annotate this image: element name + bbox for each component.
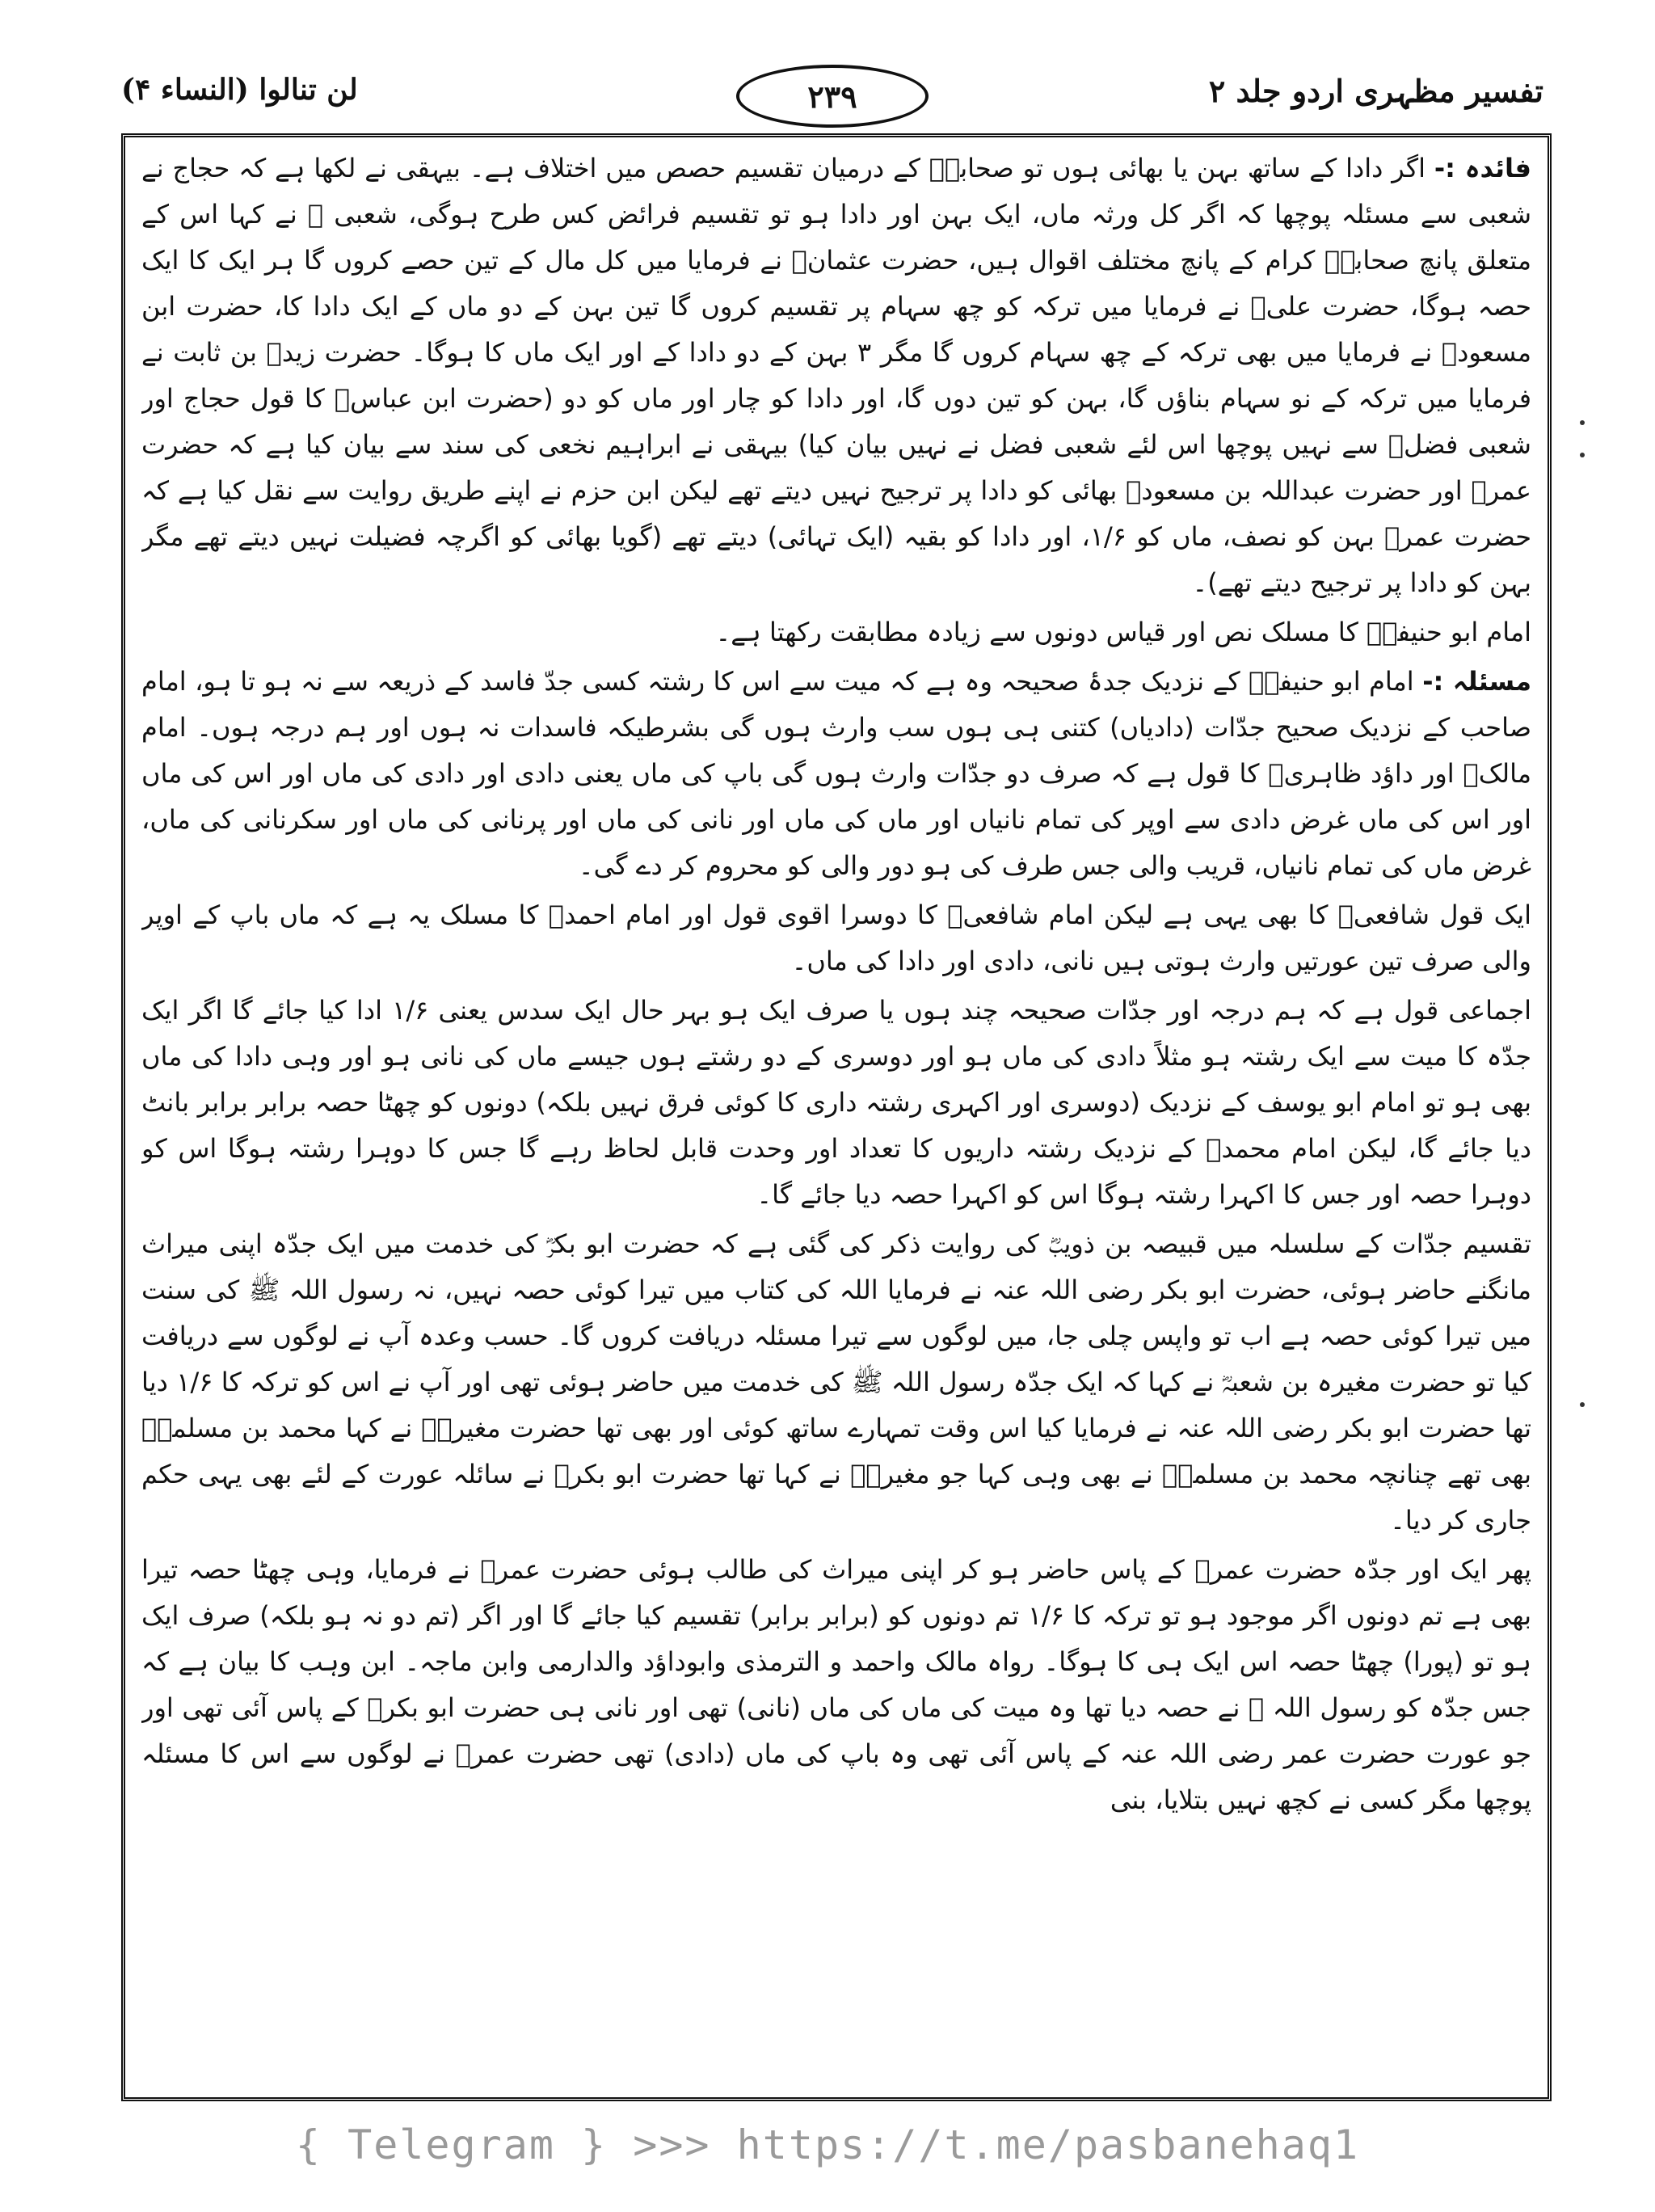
paragraph-ijmai xyxy=(141,988,1531,1218)
paragraph-fayda xyxy=(141,145,1531,606)
paragraph-lead: مسئلہ :- xyxy=(1422,666,1531,697)
paragraph-umar xyxy=(141,1547,1531,1823)
paragraph-masala xyxy=(141,659,1531,889)
page-number: ۲۳۹ xyxy=(736,65,929,128)
page-header xyxy=(121,65,1543,129)
telegram-watermark: { Telegram } >>> https://t.me/pasbanehaq1 xyxy=(295,2121,1360,2168)
page-body xyxy=(141,145,1531,2093)
paragraph-text: اگر دادا کے ساتھ بہن یا بھائی ہوں تو صحابہؓ کے درمیان تقسیم حصص میں اختلاف ہے۔ بیہقی نے لکھا ہے کہ حجاج نے شعبی سے مسئلہ پوچھا کہ اگر کل ورثہ ماں، ایک بہن اور دادا ہو تو تقسیم فرائض کس طرح ہوگی، شعبی ؒ نے کہا اس کے متعلق پانچ صحابہؓ کرام کے پانچ مختلف اقوال ہیں، حضرت عثمانؓ نے فرمایا میں کل مال کے تین حصے کروں گا ہر ایک کا ایک حصہ ہوگا، حضرت علیؓ نے فرمایا میں ترکہ کو چھ سہام پر تقسیم کروں گا تین بہن کے دو ماں کے ایک دادا کا، حضرت ابن مسعودؓ نے فرمایا میں بھی ترکہ کے چھ سہام کروں گا مگر ۳ بہن کے دو دادا کے اور ایک ماں کا ہوگا۔ حضرت زیدؓ بن ثابت نے فرمایا میں ترکہ کے نو سہام بناؤں گا، بہن کو تین دوں گا، اور دادا کو چار اور ماں کو دو (حضرت ابن عباسؓ کا قول حجاج اور شعبی فضلؒ سے نہیں پوچھا اس لئے شعبی فضل نے نہیں بیان کیا) بیہقی نے ابراہیم نخعی کی سند سے بیان کیا ہے کہ حضرت عمرؓ اور حضرت عبداللہ بن مسعودؓ بھائی کو دادا پر ترجیح نہیں دیتے تھے لیکن ابن حزم نے اپنے طریق روایت سے نقل کیا ہے کہ حضرت عمرؓ بہن کو نصف، ماں کو ۱/۶، اور دادا کو بقیہ (ایک تہائی) دیتے تھے (گویا بھائی کو اگرچہ فضیلت نہیں دیتے تھے مگر بہن کو دادا پر ترجیح دیتے تھے)۔ xyxy=(141,153,1531,598)
paragraph-shafii xyxy=(141,892,1531,984)
margin-dot xyxy=(1580,1402,1585,1407)
paragraph-abu-hanifa xyxy=(141,609,1531,655)
book-title: تفسیر مظہری اردو جلد ۲ xyxy=(1208,73,1543,109)
paragraph-text: ایک قول شافعیؒ کا بھی یہی ہے لیکن امام شافعیؒ کا دوسرا اقوی قول اور امام احمدؒ کا مسلک یہ ہے کہ ماں باپ کے اوپر والی صرف تین عورتیں وارث ہوتی ہیں نانی، دادی اور دادا کی ماں۔ xyxy=(141,900,1531,976)
paragraph-text: تقسیم جدّات کے سلسلہ میں قبیصہ بن ذویبؓ کی روایت ذکر کی گئی ہے کہ حضرت ابو بکرؓ کی خدمت میں ایک جدّہ اپنی میراث مانگنے حاضر ہوئی، حضرت ابو بکر رضی اللہ عنہ نے فرمایا اللہ کی کتاب میں تیرا کوئی حصہ نہیں، نہ رسول اللہ ﷺ کی سنت میں تیرا کوئی حصہ ہے اب تو واپس چلی جا، میں لوگوں سے تیرا مسئلہ دریافت کروں گا۔ حسب وعدہ آپ نے لوگوں سے دریافت کیا تو حضرت مغیرہ بن شعبہؓ نے کہا کہ ایک جدّہ رسول اللہ ﷺ کی خدمت میں حاضر ہوئی تھی اور آپ نے اس کو ترکہ کا ۱/۶ دیا تھا حضرت ابو بکر رضی اللہ عنہ نے فرمایا کیا اس وقت تمہارے ساتھ کوئی اور بھی تھا حضرت مغیرہؓ نے کہا محمد بن مسلمہؓ بھی تھے چنانچہ محمد بن مسلمہؓ نے بھی وہی کہا جو مغیرہؓ نے کہا تھا حضرت ابو بکرؓ نے سائلہ عورت کے لئے بھی یہی حکم جاری کر دیا۔ xyxy=(141,1228,1531,1536)
paragraph-lead: فائدہ :- xyxy=(1434,153,1531,183)
margin-dot xyxy=(1580,453,1585,457)
paragraph-qabisa xyxy=(141,1221,1531,1544)
margin-dot xyxy=(1580,420,1585,425)
paragraph-text: امام ابو حنیفہؒ کا مسلک نص اور قیاس دونوں سے زیادہ مطابقت رکھتا ہے۔ xyxy=(715,617,1531,647)
paragraph-text: اجماعی قول ہے کہ ہم درجہ اور جدّات صحیحہ چند ہوں یا صرف ایک ہو بہر حال ایک سدس یعنی ۱/۶ ادا کیا جائے گا اگر ایک جدّہ کا میت سے ایک رشتہ ہو مثلاً دادی کی ماں ہو اور دوسری کے دو رشتے ہوں جیسے ماں کی نانی ہو اور وہی دادا کی ماں بھی ہو تو امام ابو یوسف کے نزدیک (دوسری اور اکہری رشتہ داری کا کوئی فرق نہیں بلکہ) دونوں کو چھٹا حصہ برابر برابر بانٹ دیا جائے گا، لیکن امام محمدؒ کے نزدیک رشتہ داریوں کا تعداد اور وحدت قابل لحاظ رہے گا جس کا دوہرا رشتہ ہوگا اس کو دوہرا حصہ اور جس کا اکہرا رشتہ ہوگا اس کو اکہرا حصہ دیا جائے گا۔ xyxy=(141,995,1531,1210)
paragraph-text: پھر ایک اور جدّہ حضرت عمرؓ کے پاس حاضر ہو کر اپنی میراث کی طالب ہوئی حضرت عمرؓ نے فرمایا، وہی چھٹا حصہ تیرا بھی ہے تم دونوں اگر موجود ہو تو ترکہ کا ۱/۶ تم دونوں کو (برابر برابر) تقسیم کیا جائے گا اور اگر (تم دو نہ ہو بلکہ) صرف ایک ہو تو (پورا) چھٹا حصہ اس ایک ہی کا ہوگا۔ رواہ مالک واحمد و الترمذی وابوداؤد والدارمی وابن ماجہ۔ ابن وہب کا بیان ہے کہ جس جدّہ کو رسول اللہ ﷺ نے حصہ دیا تھا وہ میت کی ماں کی ماں (نانی) تھی اور نانی ہی حضرت ابو بکرؓ کے پاس آئی تھی اور جو عورت حضرت عمر رضی اللہ عنہ کے پاس آئی تھی وہ باپ کی ماں (دادی) تھی حضرت عمرؓ نے لوگوں سے اس کا مسئلہ پوچھا مگر کسی نے کچھ نہیں بتلایا، بنی xyxy=(141,1554,1531,1815)
paragraph-text: امام ابو حنیفہؒ کے نزدیک جدۂ صحیحہ وہ ہے کہ میت سے اس کا رشتہ کسی جدّ فاسد کے ذریعہ سے نہ ہو تا ہو، امام صاحب کے نزدیک صحیح جدّات (دادیاں) کتنی ہی ہوں سب وارث ہوں گی بشرطیکہ فاسدات نہ ہوں اور ہم درجہ ہوں۔ امام مالکؒ اور داؤد ظاہریؒ کا قول ہے کہ صرف دو جدّات وارث ہوں گی باپ کی ماں یعنی دادی اور دادی کی ماں اور اس کی ماں اور اس کی ماں غرض دادی سے اوپر کی تمام نانیاں اور ماں کی ماں اور نانی کی ماں اور پرنانی کی ماں اور سکرنانی کی ماں، غرض ماں کی تمام نانیاں، قریب والی جس طرف کی ہو دور والی کو محروم کر دے گی۔ xyxy=(141,666,1531,881)
section-title: لن تنالوا (النساء ۴) xyxy=(121,73,358,107)
